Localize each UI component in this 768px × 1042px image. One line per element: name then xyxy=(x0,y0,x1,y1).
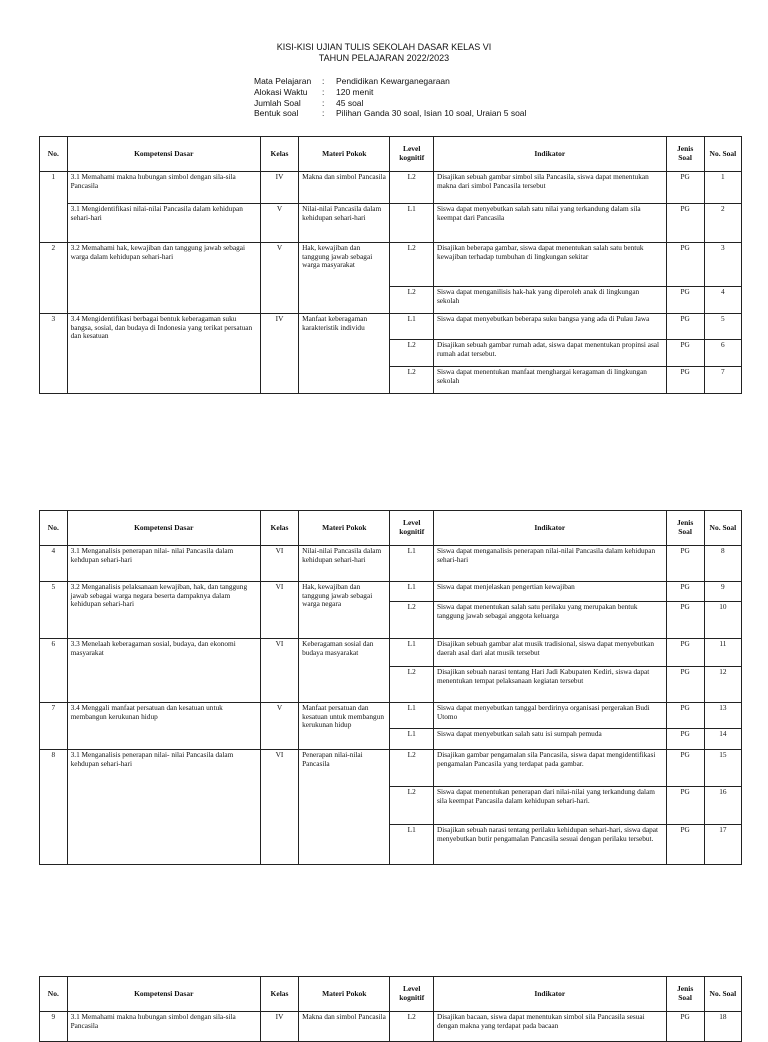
cell-no: 9 xyxy=(40,1012,68,1042)
cell-nosoal: 17 xyxy=(704,825,741,865)
col-jenis-soal: Jenis Soal xyxy=(666,977,704,1012)
cell-nosoal: 10 xyxy=(704,602,741,639)
kisi-table-3 xyxy=(39,976,742,1042)
cell-indikator: Disajikan beberapa gambar, siswa dapat menentukan salah satu bentuk kewajiban terhadap tumbuhan di lingkungan sekitar xyxy=(433,243,666,287)
cell-indikator: Siswa dapat menganalisis penerapan nilai-nilai Pancasila dalam kehidupan sehari-hari xyxy=(433,546,666,582)
col-indikator: Indikator xyxy=(433,137,666,172)
col-kompetensi-dasar: Kompetensi Dasar xyxy=(67,511,260,546)
col-materi-pokok: Materi Pokok xyxy=(299,511,390,546)
cell-materi: Manfaat keberagaman karakteristik individu xyxy=(299,314,390,394)
cell-jenis: PG xyxy=(666,314,704,340)
cell-no: 7 xyxy=(40,703,68,750)
col-kompetensi-dasar: Kompetensi Dasar xyxy=(67,977,260,1012)
col-jenis-soal: Jenis Soal xyxy=(666,137,704,172)
cell-materi: Makna dan simbol Pancasila xyxy=(299,1012,390,1042)
meta-row xyxy=(254,87,526,98)
cell-kelas: IV xyxy=(260,1012,298,1042)
cell-no: 5 xyxy=(40,582,68,639)
table-row xyxy=(40,204,742,243)
cell-nosoal: 7 xyxy=(704,367,741,394)
table-row xyxy=(40,546,742,582)
cell-kd: 3.1 Mengidentifikasi nilai-nilai Pancasila dalam kehidupan sehari-hari xyxy=(67,204,260,243)
cell-level: L1 xyxy=(390,703,434,729)
table-header-row xyxy=(40,511,742,546)
cell-level: L1 xyxy=(390,729,434,750)
cell-indikator: Siswa dapat menyebutkan tanggal berdirinya organisasi pergerakan Budi Utomo xyxy=(433,703,666,729)
table-row xyxy=(40,172,742,204)
col-materi-pokok: Materi Pokok xyxy=(299,977,390,1012)
cell-indikator: Disajikan sebuah narasi tentang Hari Jadi Kabupaten Kediri, siswa dapat menentukan tempat pelaksanaan kegiatan tersebut xyxy=(433,667,666,703)
cell-materi: Hak, kewajiban dan tanggung jawab sebagai warga masyarakat xyxy=(299,243,390,314)
cell-level: L1 xyxy=(390,314,434,340)
meta-key: Alokasi Waktu xyxy=(254,86,308,97)
cell-nosoal: 18 xyxy=(704,1012,741,1042)
cell-level: L1 xyxy=(390,204,434,243)
col-level-kognitif: Level kognitif xyxy=(390,511,434,546)
col-level-kognitif: Level kognitif xyxy=(390,977,434,1012)
cell-no: 4 xyxy=(40,546,68,582)
cell-level: L2 xyxy=(390,243,434,287)
table-row xyxy=(40,582,742,602)
cell-materi: Keberagaman sosial dan budaya masyarakat xyxy=(299,639,390,703)
cell-no: 2 xyxy=(40,243,68,314)
cell-nosoal: 11 xyxy=(704,639,741,667)
cell-level: L2 xyxy=(390,1012,434,1042)
cell-kelas: VI xyxy=(260,750,298,865)
cell-level: L2 xyxy=(390,367,434,394)
cell-level: L2 xyxy=(390,787,434,825)
cell-nosoal: 14 xyxy=(704,729,741,750)
cell-indikator: Siswa dapat menyebutkan beberapa suku bangsa yang ada di Pulau Jawa xyxy=(433,314,666,340)
cell-level: L1 xyxy=(390,582,434,602)
cell-kelas: V xyxy=(260,243,298,314)
cell-level: L1 xyxy=(390,639,434,667)
document-meta xyxy=(254,76,526,119)
meta-value: 120 menit xyxy=(336,86,374,97)
col-kelas: Kelas xyxy=(260,137,298,172)
cell-indikator: Disajikan sebuah narasi tentang perilaku kehidupan sehari-hari, siswa dapat menyebutkan butir pengamalan Pancasila sesuai dengan perilaku tersebut. xyxy=(433,825,666,865)
cell-jenis: PG xyxy=(666,787,704,825)
meta-sep: : xyxy=(322,86,325,97)
table-row xyxy=(40,639,742,667)
cell-indikator: Siswa dapat menyebutkan salah satu nilai yang terkandung dalam sila keempat dari Pancasila xyxy=(433,204,666,243)
cell-level: L2 xyxy=(390,667,434,703)
cell-nosoal: 2 xyxy=(704,204,741,243)
cell-jenis: PG xyxy=(666,172,704,204)
cell-nosoal: 12 xyxy=(704,667,741,703)
document-subtitle: TAHUN PELAJARAN 2022/2023 xyxy=(318,53,450,63)
cell-kd: 3.4 Menggali manfaat persatuan dan kesatuan untuk membangun kerukunan hidup xyxy=(67,703,260,750)
cell-nosoal: 15 xyxy=(704,750,741,787)
cell-kd: 3.3 Menelaah keberagaman sosial, budaya, dan ekonomi masyarakat xyxy=(67,639,260,703)
meta-value: Pilihan Ganda 30 soal, Isian 10 soal, Uraian 5 soal xyxy=(336,108,527,119)
cell-jenis: PG xyxy=(666,639,704,667)
cell-materi: Nilai-nilai Pancasila dalam kehidupan sehari-hari xyxy=(299,546,390,582)
meta-key: Mata Pelajaran xyxy=(254,76,312,86)
cell-nosoal: 5 xyxy=(704,314,741,340)
meta-row xyxy=(254,76,526,87)
meta-value: 45 soal xyxy=(336,97,364,108)
meta-row xyxy=(254,98,526,109)
cell-kelas: V xyxy=(260,204,298,243)
col-indikator: Indikator xyxy=(433,511,666,546)
cell-jenis: PG xyxy=(666,582,704,602)
table-row xyxy=(40,314,742,340)
cell-indikator: Siswa dapat menentukan penerapan dari nilai-nilai yang terkandung dalam sila keempat Pancasila dalam kehidupan sehari-hari. xyxy=(433,787,666,825)
cell-jenis: PG xyxy=(666,546,704,582)
col-no: No. xyxy=(40,511,68,546)
cell-jenis: PG xyxy=(666,667,704,703)
col-kompetensi-dasar: Kompetensi Dasar xyxy=(67,137,260,172)
kisi-table-1 xyxy=(39,136,742,394)
cell-level: L1 xyxy=(390,546,434,582)
cell-jenis: PG xyxy=(666,1012,704,1042)
kisi-table-2 xyxy=(39,510,742,865)
table-row xyxy=(40,750,742,787)
col-materi-pokok: Materi Pokok xyxy=(299,137,390,172)
cell-kelas: VI xyxy=(260,546,298,582)
cell-jenis: PG xyxy=(666,750,704,787)
cell-jenis: PG xyxy=(666,204,704,243)
cell-nosoal: 9 xyxy=(704,582,741,602)
cell-no: 6 xyxy=(40,639,68,703)
cell-nosoal: 3 xyxy=(704,243,741,287)
meta-sep: : xyxy=(322,97,325,108)
cell-indikator: Siswa dapat menjelaskan pengertian kewajiban xyxy=(433,582,666,602)
cell-indikator: Disajikan sebuah gambar alat musik tradisional, siswa dapat menyebutkan daerah asal dari alat musik tersebut xyxy=(433,639,666,667)
col-indikator: Indikator xyxy=(433,977,666,1012)
cell-level: L2 xyxy=(390,172,434,204)
cell-nosoal: 6 xyxy=(704,340,741,367)
cell-no: 1 xyxy=(40,172,68,243)
cell-kelas: IV xyxy=(260,314,298,394)
col-level-kognitif: Level kognitif xyxy=(390,137,434,172)
table-row xyxy=(40,703,742,729)
cell-level: L1 xyxy=(390,825,434,865)
col-no: No. xyxy=(40,977,68,1012)
cell-level: L2 xyxy=(390,340,434,367)
cell-nosoal: 1 xyxy=(704,172,741,204)
cell-indikator: Siswa dapat menentukan manfaat menghargai keragaman di lingkungan sekolah xyxy=(433,367,666,394)
document-title: KISI-KISI UJIAN TULIS SEKOLAH DASAR KELAS VI xyxy=(276,42,492,52)
cell-kd: 3.1 Memahami makna hubungan simbol dengan sila-sila Pancasila xyxy=(67,1012,260,1042)
cell-no: 8 xyxy=(40,750,68,865)
cell-nosoal: 16 xyxy=(704,787,741,825)
meta-value: Pendidikan Kewarganegaraan xyxy=(336,76,450,86)
meta-key: Jumlah Soal xyxy=(254,97,301,108)
cell-indikator: Siswa dapat menganilisis hak-hak yang diperoleh anak di lingkungan sekolah xyxy=(433,287,666,314)
cell-materi: Manfaat persatuan dan kesatuan untuk membangun kerukunan hidup xyxy=(299,703,390,750)
col-no-soal: No. Soal xyxy=(704,977,741,1012)
col-kelas: Kelas xyxy=(260,977,298,1012)
cell-indikator: Siswa dapat menyebutkan salah satu isi sumpah pemuda xyxy=(433,729,666,750)
cell-kd: 3.1 Memahami makna hubungan simbol dengan sila-sila Pancasila xyxy=(67,172,260,204)
cell-indikator: Disajikan gambar pengamalan sila Pancasila, siswa dapat mengidentifikasi pengamalan Pancasila yang terdapat pada gambar. xyxy=(433,750,666,787)
cell-indikator: Disajikan sebuah gambar rumah adat, siswa dapat menentukan propinsi asal rumah adat tersebut. xyxy=(433,340,666,367)
cell-jenis: PG xyxy=(666,340,704,367)
cell-materi: Makna dan simbol Pancasila xyxy=(299,172,390,204)
meta-sep: : xyxy=(322,108,325,119)
cell-nosoal: 8 xyxy=(704,546,741,582)
cell-kd: 3.2 Memahami hak, kewajiban dan tanggung jawab sebagai warga dalam kehidupan sehari-hari xyxy=(67,243,260,314)
cell-kelas: VI xyxy=(260,582,298,639)
cell-level: L2 xyxy=(390,602,434,639)
cell-jenis: PG xyxy=(666,367,704,394)
meta-row xyxy=(254,108,526,119)
cell-level: L2 xyxy=(390,750,434,787)
col-no-soal: No. Soal xyxy=(704,137,741,172)
cell-kelas: VI xyxy=(260,639,298,703)
cell-kelas: V xyxy=(260,703,298,750)
cell-kd: 3.2 Menganalisis pelaksanaan kewajiban, hak, dan tanggung jawab sebagai warga negara beserta dampaknya dalam kehidupan sehari-hari xyxy=(67,582,260,639)
cell-jenis: PG xyxy=(666,703,704,729)
table-header-row xyxy=(40,977,742,1012)
col-kelas: Kelas xyxy=(260,511,298,546)
cell-kd: 3.1 Menganalisis penerapan nilai- nilai Pancasila dalam kehdupan sehari-hari xyxy=(67,750,260,865)
cell-no: 3 xyxy=(40,314,68,394)
cell-indikator: Disajikan sebuah gambar simbol sila Pancasila, siswa dapat menentukan makna dari simbol Pancasila tersebut xyxy=(433,172,666,204)
cell-materi: Nilai-nilai Pancasila dalam kehidupan sehari-hari xyxy=(299,204,390,243)
col-no: No. xyxy=(40,137,68,172)
cell-nosoal: 4 xyxy=(704,287,741,314)
col-no-soal: No. Soal xyxy=(704,511,741,546)
table-row xyxy=(40,243,742,287)
cell-indikator: Disajikan bacaan, siswa dapat menentukan simbol sila Pancasila sesuai dengan makna yang terdapat pada bacaan xyxy=(433,1012,666,1042)
cell-kd: 3.4 Mengidentifikasi berbagai bentuk keberagaman suku bangsa, sosial, dan budaya di Indonesia yang terikat persatuan dan kesatuan xyxy=(67,314,260,394)
cell-jenis: PG xyxy=(666,825,704,865)
cell-jenis: PG xyxy=(666,243,704,287)
cell-indikator: Siswa dapat menentukan salah satu perilaku yang merupakan bentuk tanggung jawab sebagai anggota keluarga xyxy=(433,602,666,639)
cell-jenis: PG xyxy=(666,602,704,639)
cell-level: L2 xyxy=(390,287,434,314)
cell-jenis: PG xyxy=(666,729,704,750)
document-header xyxy=(0,42,768,64)
meta-sep: : xyxy=(322,76,325,86)
cell-jenis: PG xyxy=(666,287,704,314)
table-header-row xyxy=(40,137,742,172)
table-row xyxy=(40,1012,742,1042)
cell-materi: Hak, kewajiban dan tanggung jawab sebagai warga negara xyxy=(299,582,390,639)
cell-kelas: IV xyxy=(260,172,298,204)
col-jenis-soal: Jenis Soal xyxy=(666,511,704,546)
cell-nosoal: 13 xyxy=(704,703,741,729)
cell-materi: Penerapan nilai-nilai Pancasila xyxy=(299,750,390,865)
cell-kd: 3.1 Menganalisis penerapan nilai- nilai Pancasila dalam kehdupan sehari-hari xyxy=(67,546,260,582)
meta-key: Bentuk soal xyxy=(254,108,299,119)
